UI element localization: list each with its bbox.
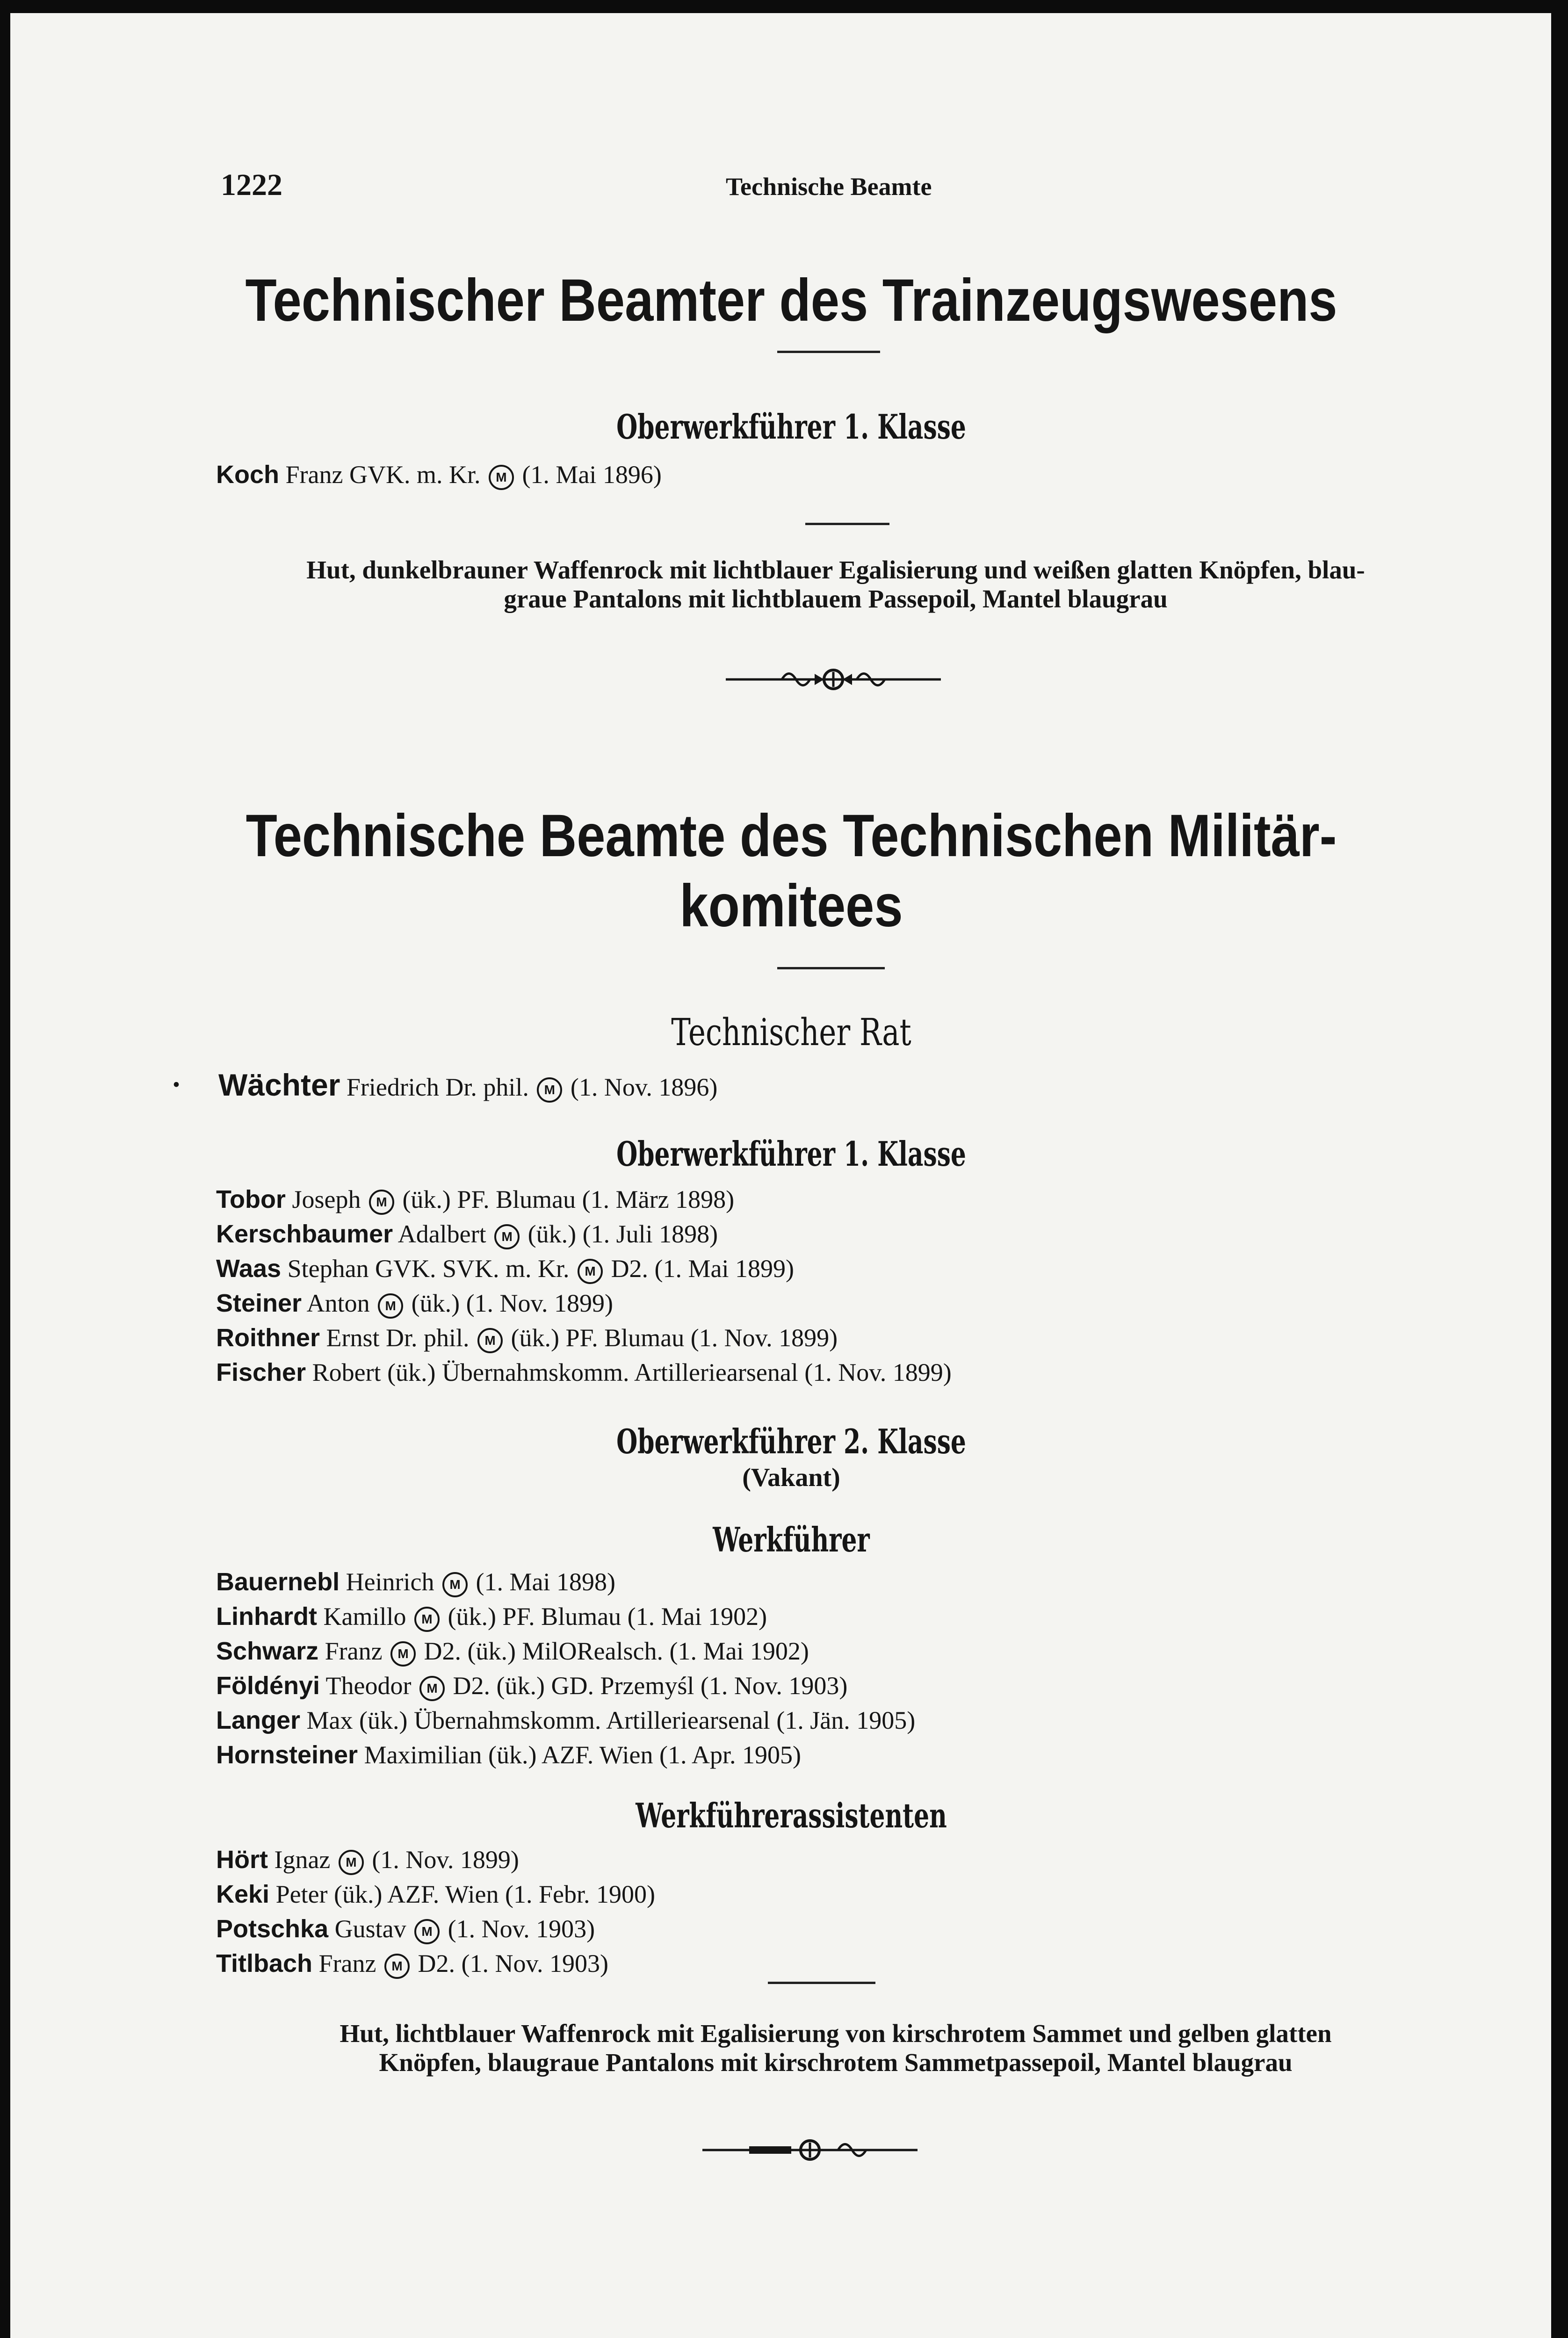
entry-surname: Keki xyxy=(216,1880,270,1908)
entry-surname: Földényi xyxy=(216,1672,320,1700)
entry-surname: Hornsteiner xyxy=(216,1741,358,1769)
medal-icon: M xyxy=(477,1328,503,1353)
medal-icon: M xyxy=(369,1190,394,1215)
entry-list-technischer-rat xyxy=(218,1068,1387,1104)
uniform-line: Knöpfen, blaugraue Pantalons mit kirschrotem Sammetpassepoil, Mantel blaugrau xyxy=(379,2048,1293,2077)
entry-details: Stephan GVK. SVK. m. Kr. xyxy=(287,1255,570,1283)
list-item xyxy=(216,1565,1385,1599)
list-item xyxy=(216,1182,1385,1217)
entry-date: D2. (ük.) GD. Przemyśl (1. Nov. 1903) xyxy=(453,1672,848,1700)
divider-rule xyxy=(805,523,889,525)
list-item xyxy=(216,1668,1385,1703)
entry-details: Kamillo xyxy=(323,1602,406,1631)
entry-date: D2. (ük.) MilORealsch. (1. Mai 1902) xyxy=(424,1637,809,1665)
entry-date: (ük.) (1. Juli 1898) xyxy=(527,1220,718,1248)
medal-icon: M xyxy=(494,1224,520,1249)
entry-date: D2. (1. Nov. 1903) xyxy=(418,1949,608,1977)
medal-icon: M xyxy=(442,1572,468,1597)
entry-surname: Schwarz xyxy=(216,1637,319,1665)
list-item xyxy=(216,1286,1385,1321)
entry-list-werkfuehrerassistenten xyxy=(216,1842,1385,1981)
entry-surname: Langer xyxy=(216,1706,301,1734)
list-item xyxy=(216,1321,1385,1355)
entry-details: Franz xyxy=(325,1637,383,1665)
list-item xyxy=(216,1355,1385,1390)
rank-heading-oberwerkfuehrer-1: Oberwerkführer 1. Klasse xyxy=(616,407,966,447)
title-line: Technische Beamte des Technischen Militär- xyxy=(246,802,1337,869)
entry-date: (1. Mai 1898) xyxy=(476,1568,615,1596)
entry-details: Franz xyxy=(318,1949,376,1977)
entry-surname: Wächter xyxy=(218,1068,340,1102)
divider-rule xyxy=(777,351,880,353)
entry-list-oberwerkfuehrer-1 xyxy=(216,1182,1385,1390)
entry-date: (1. Nov. 1899) xyxy=(372,1846,519,1874)
medal-icon: M xyxy=(384,1954,410,1979)
entry-surname: Titlbach xyxy=(216,1949,313,1977)
entry-details: Gustav xyxy=(334,1915,406,1943)
entry-surname: Fischer xyxy=(216,1358,306,1386)
rank-heading-werkfuehrerassistenten: Werkführerassistenten xyxy=(636,1796,947,1835)
medal-icon: M xyxy=(578,1259,603,1284)
entry-surname: Tobor xyxy=(216,1185,286,1213)
vacant-note: (Vakant) xyxy=(742,1463,840,1492)
divider-rule xyxy=(768,1982,875,1984)
uniform-description xyxy=(216,2019,1455,2077)
entry-date: (ük.) (1. Nov. 1899) xyxy=(411,1289,614,1317)
document-page xyxy=(10,13,1551,2338)
entry-details: Joseph xyxy=(292,1185,361,1213)
page-number: 1222 xyxy=(221,168,282,202)
section-title-trainzeugswesen: Technischer Beamter des Trainzeugswesens xyxy=(245,267,1337,334)
entry-date: D2. (1. Mai 1899) xyxy=(611,1255,795,1283)
medal-icon: M xyxy=(378,1293,403,1319)
medal-icon: M xyxy=(537,1077,562,1103)
entry-date: (1. Mai 1896) xyxy=(522,461,662,489)
entry-details: Maximilian (ük.) AZF. Wien (1. Apr. 1905) xyxy=(364,1741,802,1769)
divider-rule xyxy=(777,967,885,969)
rank-heading-werkfuehrer: Werkführer xyxy=(713,1520,870,1559)
medal-icon: M xyxy=(339,1850,364,1875)
entry-surname: Potschka xyxy=(216,1915,329,1943)
entry-surname: Roithner xyxy=(216,1324,320,1352)
entry-date: (1. Nov. 1903) xyxy=(448,1915,595,1943)
entry-details: Peter (ük.) AZF. Wien (1. Febr. 1900) xyxy=(275,1880,655,1908)
ornament-divider-icon xyxy=(726,665,941,693)
entry-details: Franz GVK. m. Kr. xyxy=(285,461,481,489)
entry-date: (ük.) PF. Blumau (1. Nov. 1899) xyxy=(511,1324,838,1352)
entry-list-trainzeugswesen xyxy=(216,457,1385,492)
medal-icon: M xyxy=(414,1919,440,1944)
list-item xyxy=(216,1912,1385,1946)
margin-dot: · xyxy=(169,1061,183,1108)
entry-details: Heinrich xyxy=(346,1568,434,1596)
uniform-line: Hut, lichtblauer Waffenrock mit Egalisierung von kirschrotem Sammet und gelben glatten xyxy=(340,2019,1332,2048)
list-item xyxy=(216,457,1385,492)
medal-icon: M xyxy=(419,1676,445,1701)
entry-details: Theodor xyxy=(325,1672,412,1700)
list-item xyxy=(216,1703,1385,1738)
title-line: komitees xyxy=(679,873,903,939)
entry-surname: Steiner xyxy=(216,1289,302,1317)
entry-details: Robert (ük.) Übernahmskomm. Artilleriearsenal (1. Nov. 1899) xyxy=(312,1358,952,1386)
list-item xyxy=(216,1251,1385,1286)
medal-icon: M xyxy=(390,1641,416,1667)
entry-details: Friedrich Dr. phil. xyxy=(346,1073,529,1101)
entry-surname: Waas xyxy=(216,1255,282,1283)
entry-surname: Linhardt xyxy=(216,1602,317,1631)
entry-details: Ignaz xyxy=(274,1846,331,1874)
list-item xyxy=(216,1877,1385,1912)
entry-date: (ük.) PF. Blumau (1. März 1898) xyxy=(402,1185,735,1213)
list-item xyxy=(216,1599,1385,1634)
entry-surname: Kerschbaumer xyxy=(216,1220,393,1248)
entry-date: (ük.) PF. Blumau (1. Mai 1902) xyxy=(448,1602,767,1631)
entry-details: Ernst Dr. phil. xyxy=(326,1324,470,1352)
medal-icon: M xyxy=(489,465,514,490)
entry-details: Max (ük.) Übernahmskomm. Artilleriearsenal (1. Jän. 1905) xyxy=(306,1706,916,1734)
entry-surname: Hört xyxy=(216,1846,268,1874)
uniform-description xyxy=(216,556,1455,613)
entry-surname: Koch xyxy=(216,461,279,489)
page-header xyxy=(221,167,1507,209)
running-title: Technische Beamte xyxy=(726,173,932,201)
uniform-line: graue Pantalons mit lichtblauem Passepoil, Mantel blaugrau xyxy=(504,584,1168,613)
list-item xyxy=(218,1068,1387,1104)
list-item xyxy=(216,1842,1385,1877)
entry-details: Anton xyxy=(306,1289,370,1317)
list-item xyxy=(216,1946,1385,1981)
list-item xyxy=(216,1217,1385,1251)
entry-date: (1. Nov. 1896) xyxy=(570,1073,718,1101)
section-title-militaerkomitee xyxy=(240,801,1342,941)
medal-icon: M xyxy=(414,1607,440,1632)
ornament-divider-icon xyxy=(702,2136,918,2164)
rank-heading-oberwerkfuehrer-1: Oberwerkführer 1. Klasse xyxy=(616,1134,966,1174)
rank-heading-oberwerkfuehrer-2: Oberwerkführer 2. Klasse xyxy=(616,1422,966,1461)
entry-surname: Bauernebl xyxy=(216,1568,340,1596)
entry-details: Adalbert xyxy=(397,1220,486,1248)
list-item xyxy=(216,1738,1385,1772)
rank-heading-technischer-rat: Technischer Rat xyxy=(671,1010,911,1054)
uniform-line: Hut, dunkelbrauner Waffenrock mit lichtblauer Egalisierung und weißen glatten Knöpfen, blau- xyxy=(306,556,1365,584)
list-item xyxy=(216,1634,1385,1668)
entry-list-werkfuehrer xyxy=(216,1565,1385,1772)
